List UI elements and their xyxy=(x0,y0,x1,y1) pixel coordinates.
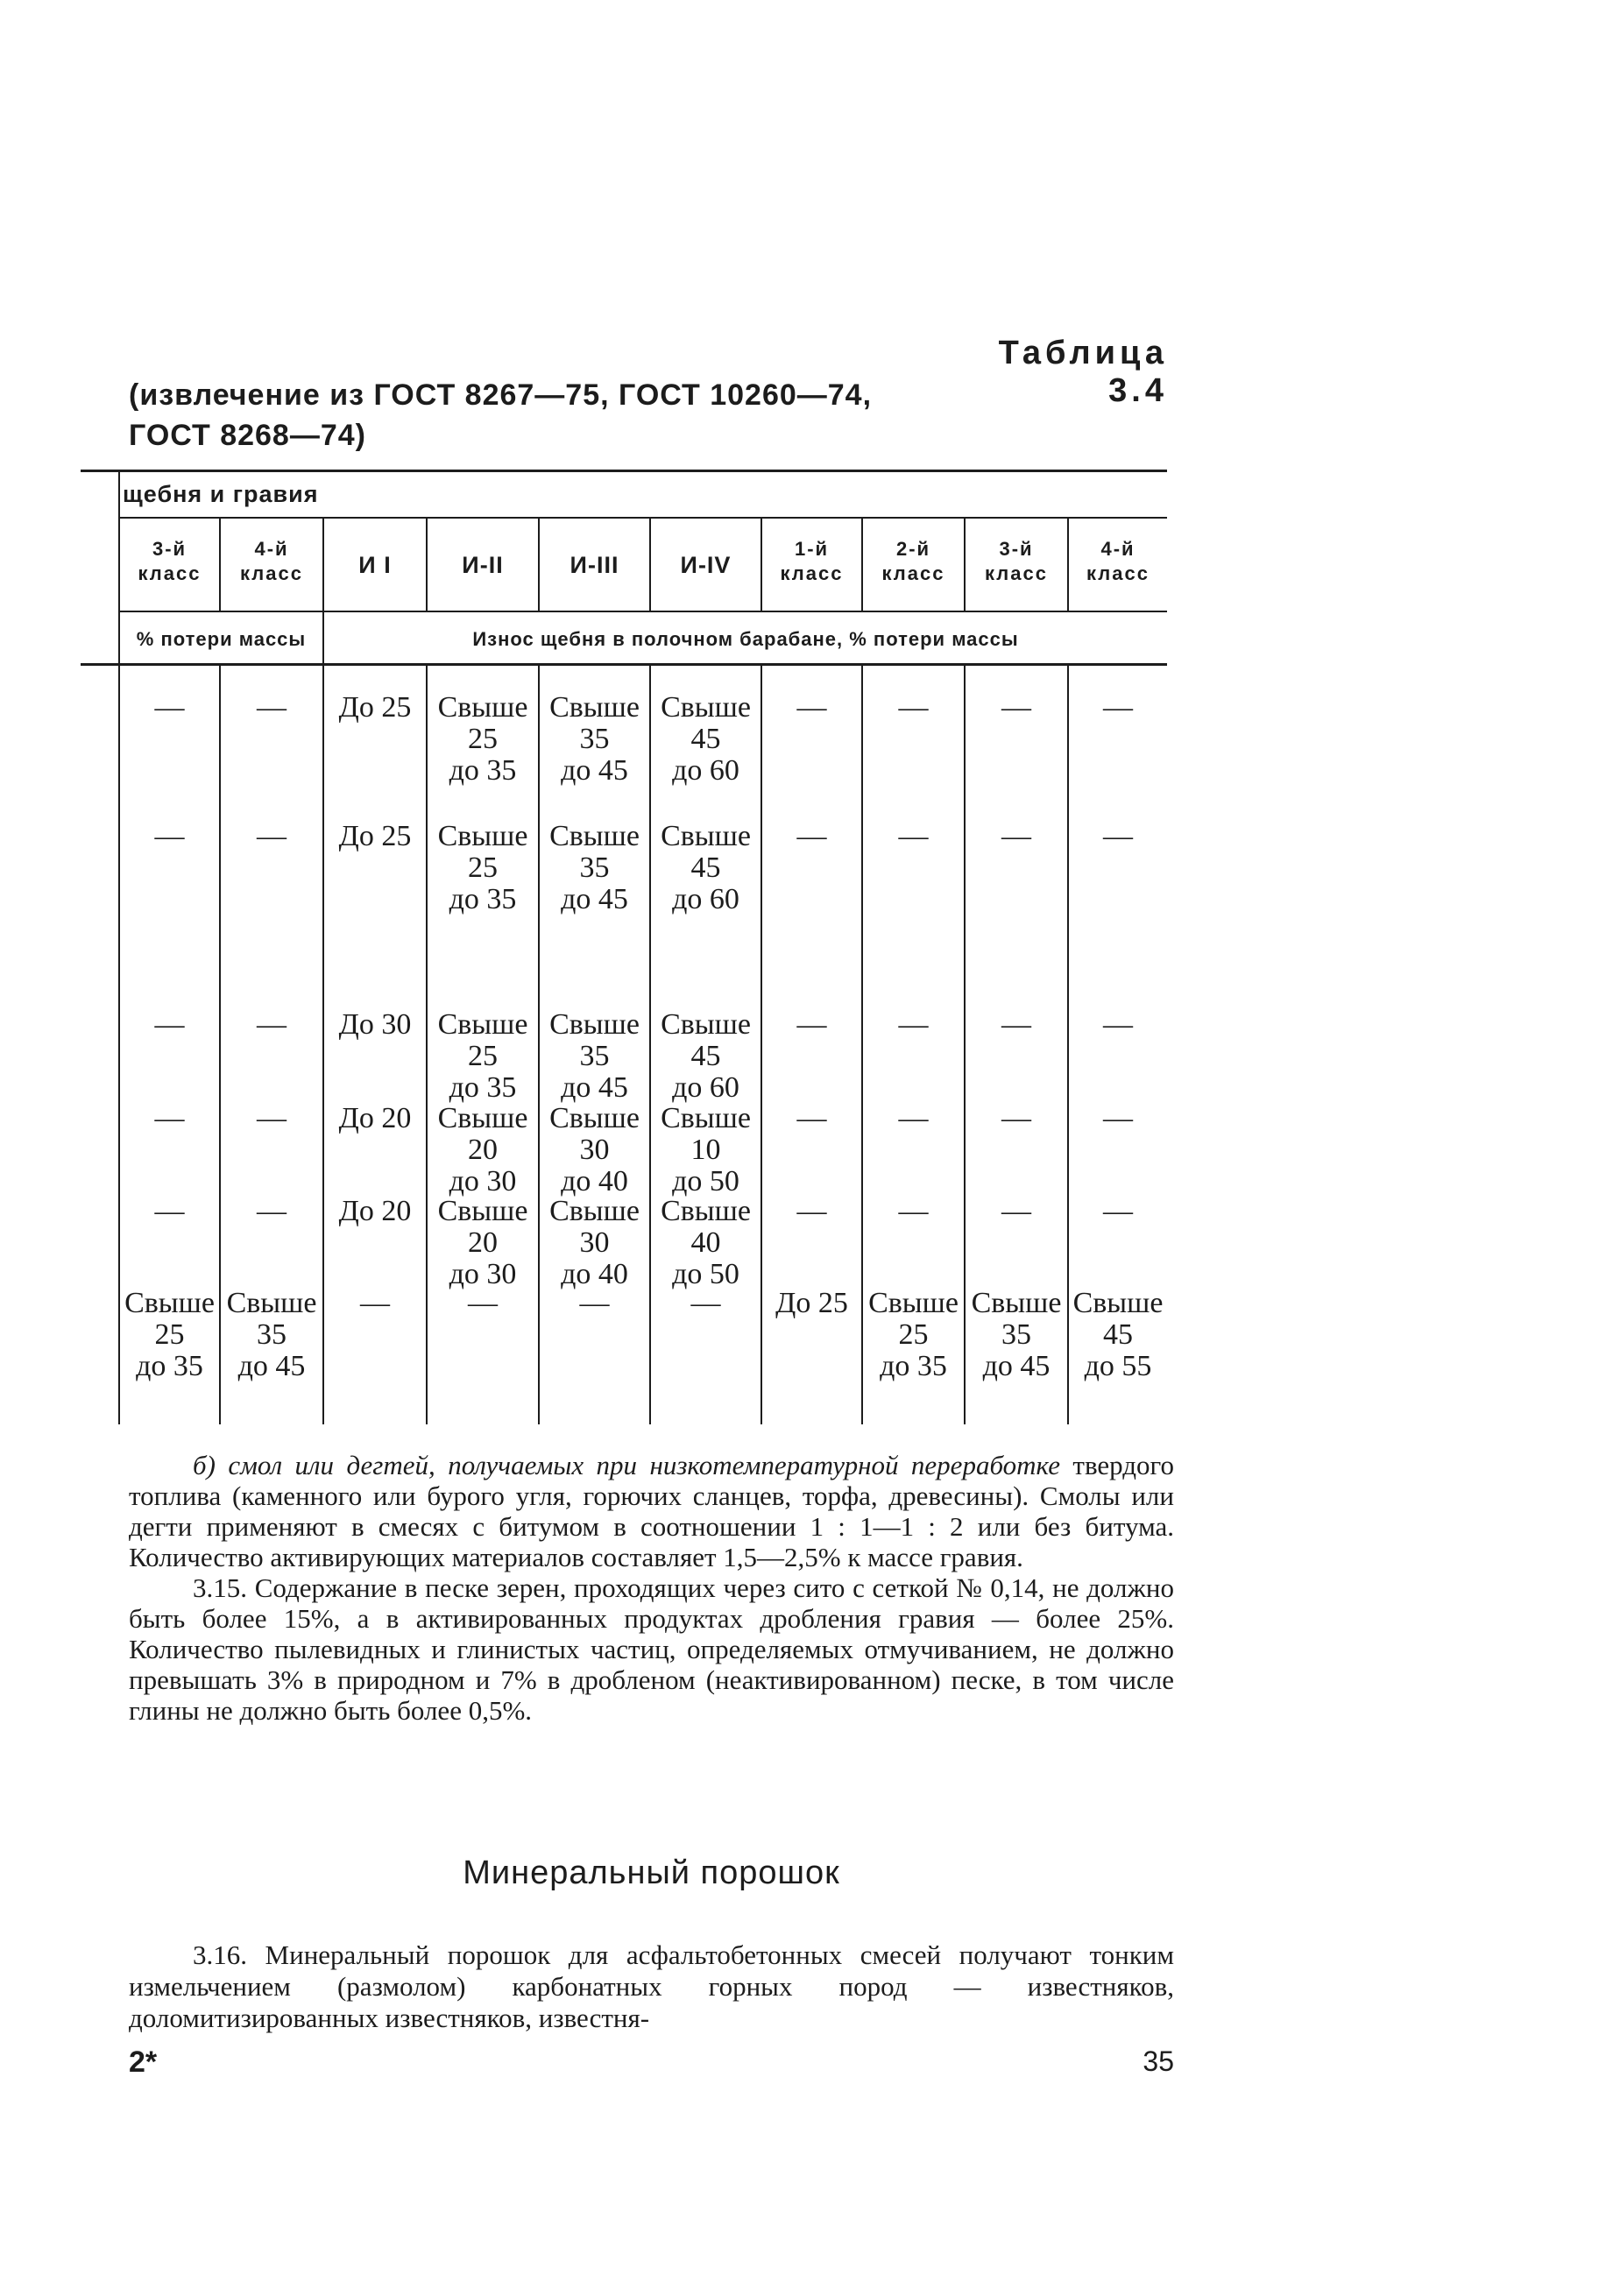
table-cell: — xyxy=(898,1195,929,1227)
col-header: И I xyxy=(358,552,392,578)
table-cell: — xyxy=(1103,820,1133,852)
table-cell: Свыше 35 до 45 xyxy=(549,691,640,787)
col-header: 3-й класс xyxy=(985,538,1048,584)
table-cell: До 25 xyxy=(775,1287,848,1319)
table-cell: Свыше 25 до 35 xyxy=(437,820,528,915)
table-cell: — xyxy=(1103,1195,1133,1227)
table-cell: До 20 xyxy=(338,1195,412,1227)
group-header-rule xyxy=(119,517,1167,519)
col-header: 4-й класс xyxy=(240,538,303,584)
col-header-rule xyxy=(119,611,1167,612)
table-cell: До 20 xyxy=(338,1102,412,1134)
table-cell: Свыше 45 до 60 xyxy=(661,1008,751,1104)
unit-label: % потери массы xyxy=(136,628,307,650)
paragraph-3-16-block xyxy=(129,1939,1174,2034)
table-cell: Свыше 25 до 35 xyxy=(868,1287,959,1382)
table-cell: — xyxy=(1001,1102,1031,1134)
table-cell: — xyxy=(1001,691,1031,724)
table-cell: Свыше 10 до 50 xyxy=(661,1102,751,1197)
table-cell: Свыше 35 до 45 xyxy=(971,1287,1062,1382)
page-number: 35 xyxy=(1143,2045,1174,2077)
unit-label: Износ щебня в полочном барабане, % потери массы xyxy=(472,628,1019,650)
table-cell: — xyxy=(257,820,287,852)
section-heading: Минеральный порошок xyxy=(463,1854,840,1891)
source-note: (извлечение из ГОСТ 8267—75, ГОСТ 10260—74, ГОСТ 8268—74) xyxy=(129,378,873,452)
table-cell: Свыше 30 до 40 xyxy=(549,1102,640,1197)
table-cell: — xyxy=(1103,1102,1133,1134)
table-cell: Свыше 20 до 30 xyxy=(437,1195,528,1290)
table-cell: — xyxy=(154,1008,185,1041)
table-cell: — xyxy=(468,1287,498,1319)
header-bottom-rule xyxy=(81,663,1167,666)
table-cell: — xyxy=(1103,691,1133,724)
table-cell: До 25 xyxy=(338,820,412,852)
table-cell: — xyxy=(257,691,287,724)
col-sep xyxy=(118,470,120,1424)
table-cell: — xyxy=(360,1287,390,1319)
table-cell: — xyxy=(796,691,827,724)
table-cell: — xyxy=(898,1102,929,1134)
col-header: 2-й класс xyxy=(881,538,945,584)
table-cell: До 30 xyxy=(338,1008,412,1041)
table-cell: Свыше 25 до 35 xyxy=(437,691,528,787)
table-cell: — xyxy=(154,691,185,724)
table-cell: — xyxy=(1103,1008,1133,1041)
table-cell: — xyxy=(154,820,185,852)
group-header: щебня и гравия xyxy=(123,481,319,507)
table-cell: Свыше 45 до 55 xyxy=(1072,1287,1164,1382)
col-header: И-IV xyxy=(680,552,732,578)
table-cell: — xyxy=(1001,820,1031,852)
table-cell: — xyxy=(796,1102,827,1134)
table-cell: Свыше 35 до 45 xyxy=(549,820,640,915)
paragraph-b-italic: б) смол или дегтей, получаемых при низкотемпературной переработке xyxy=(193,1450,1060,1480)
table-cell: — xyxy=(1001,1195,1031,1227)
table-cell: Свыше 40 до 50 xyxy=(661,1195,751,1290)
paragraph-b xyxy=(129,1450,1174,1726)
col-header: 1-й класс xyxy=(780,538,844,584)
col-header: И-III xyxy=(570,552,619,578)
paragraph-b-rest: твердого топлива (каменного или бурого угля, горючих сланцев, торфа, древесины). Смолы или дегти применяют в смесях с битумом в соотношении 1 : 1—1 : 2 или без битума. Количество активирующих материалов составляет 1,5—2,5% к массе гравия. xyxy=(129,1450,1174,1572)
table-cell: — xyxy=(257,1195,287,1227)
table-cell: — xyxy=(796,1008,827,1041)
table-cell: Свыше 35 до 45 xyxy=(549,1008,640,1104)
table-cell: Свыше 35 до 45 xyxy=(226,1287,317,1382)
table-cell: — xyxy=(257,1008,287,1041)
table-cell: — xyxy=(898,820,929,852)
table-caption: Таблица 3.4 xyxy=(998,335,1168,409)
table-cell: — xyxy=(690,1287,721,1319)
table-top-rule xyxy=(81,470,1167,472)
table-cell: Свыше 25 до 35 xyxy=(437,1008,528,1104)
table-cell: — xyxy=(257,1102,287,1134)
table-cell: Свыше 20 до 30 xyxy=(437,1102,528,1197)
table-cell: — xyxy=(796,820,827,852)
table-cell: — xyxy=(898,691,929,724)
table-cell: — xyxy=(579,1287,610,1319)
table-cell: Свыше 30 до 40 xyxy=(549,1195,640,1290)
col-header: 3-й класс xyxy=(138,538,202,584)
table-cell: — xyxy=(154,1102,185,1134)
table-cell: Свыше 45 до 60 xyxy=(661,820,751,915)
signature-mark: 2* xyxy=(129,2045,158,2079)
table-cell: Свыше 45 до 60 xyxy=(661,691,751,787)
table-cell: — xyxy=(1001,1008,1031,1041)
paragraph-3-15: 3.15. Содержание в песке зерен, проходящих через сито с сеткой № 0,14, не должно быть более 15%, а в активированных продуктах дробления гравия — более 25%. Количество пылевидных и глинистых частиц, определяемых отмучиванием, не должно превышать 3% в природном и 7% в дробленом (неактивированном) песке, в том числе глины не должно быть более 0,5%. xyxy=(129,1572,1174,1726)
col-header: 4-й класс xyxy=(1086,538,1150,584)
col-header: И-II xyxy=(462,552,504,578)
paragraph-3-16: 3.16. Минеральный порошок для асфальтобетонных смесей получают тонким измельчением (размолом) карбонатных горных пород — известняков, доломитизированных известняков, известня- xyxy=(129,1939,1174,2033)
table-cell: До 25 xyxy=(338,691,412,724)
table-cell: — xyxy=(898,1008,929,1041)
table-cell: — xyxy=(796,1195,827,1227)
table-cell: — xyxy=(154,1195,185,1227)
table-cell: Свыше 25 до 35 xyxy=(124,1287,215,1382)
